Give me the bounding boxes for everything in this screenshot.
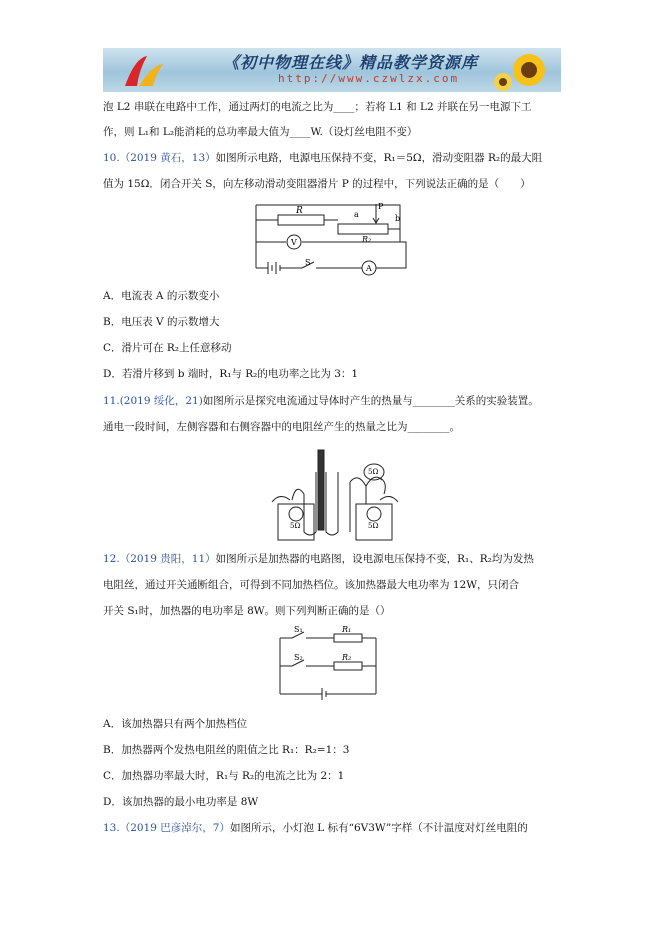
left-resistor-label: 5Ω xyxy=(290,522,301,530)
ammeter-label: A xyxy=(366,264,372,273)
header-banner xyxy=(103,48,561,92)
text-line: 通电一段时间，左侧容器和右侧容器中的电阻丝产生的热量之比为________。 xyxy=(103,421,460,433)
label-a: a xyxy=(354,210,359,219)
question-tag: 12.（2019 贵阳，11） xyxy=(103,553,216,565)
question-text: 如图所示电路，电源电压保持不变，R₁＝5Ω，滑动变阻器 R₂的最大阻 xyxy=(215,152,543,164)
resistor-r2-label: R₂ xyxy=(342,653,352,662)
heat-experiment-apparatus xyxy=(270,442,400,542)
question-11 xyxy=(103,394,539,408)
option-b: B．电压表 V 的示数增大 xyxy=(103,316,220,328)
question-tag: 13.（2019 巴彦淖尔，7） xyxy=(103,822,230,834)
banner-url: http://www.czwlzx.com xyxy=(278,72,460,85)
label-p: P xyxy=(378,202,384,211)
top-resistor-label: 5Ω xyxy=(368,468,379,476)
label-r2: R₂ xyxy=(362,235,372,244)
switch-label: S xyxy=(305,258,311,267)
circuit-diagram-q10 xyxy=(250,198,412,276)
option-a: A．该加热器只有两个加热档位 xyxy=(103,718,248,730)
question-tag: 11.(2019 绥化，21) xyxy=(103,395,203,407)
logo-icon xyxy=(121,52,167,90)
right-resistor-label: 5Ω xyxy=(368,522,379,530)
option-d: D．若滑片移到 b 端时，R₁与 R₂的电功率之比为 3：1 xyxy=(103,368,359,380)
question-tag: 10.（2019 黄石，13） xyxy=(103,152,216,164)
option-c: C．加热器功率最大时，R₁与 R₂的电流之比为 2：1 xyxy=(103,770,345,782)
circuit-diagram-q12 xyxy=(272,624,384,702)
text-line: 作，则 L₁和 L₂能消耗的总功率最大值为____W.（设灯丝电阻不变） xyxy=(103,126,418,138)
text-line: 泡 L2 串联在电路中工作，通过两灯的电流之比为____；若将 L1 和 L2 并联在另一电源下工 xyxy=(103,101,532,113)
resistor-r1-label: R₁ xyxy=(342,625,352,634)
option-a: A．电流表 A 的示数变小 xyxy=(103,290,220,302)
question-13 xyxy=(103,821,528,835)
text-line: 开关 S₁时，加热器的电功率是 8W。则下列判断正确的是（） xyxy=(103,605,391,617)
option-b: B．加热器两个发热电阻丝的阻值之比 R₁：R₂=1：3 xyxy=(103,744,350,756)
text-line: 电阻丝，通过开关通断组合，可得到不同加热档位。该加热器最大电功率为 12W，只闭合 xyxy=(103,579,519,591)
option-c: C．滑片可在 R₂上任意移动 xyxy=(103,342,232,354)
question-10 xyxy=(103,151,542,165)
voltmeter-label: V xyxy=(291,238,297,247)
question-text: 如图所示，小灯泡 L 标有“6V3W”字样（不计温度对灯丝电阻的 xyxy=(229,822,528,834)
question-12 xyxy=(103,552,534,566)
question-text: 如图所示是探究电流通过导体时产生的热量与________关系的实验装置。 xyxy=(202,395,539,407)
option-d: D．该加热器的最小电功率是 8W xyxy=(103,796,259,808)
sunflower-icon xyxy=(493,52,553,92)
question-text: 如图所示是加热器的电路图，设电源电压保持不变，R₁、R₂均为发热 xyxy=(215,553,534,565)
switch-s2-label: S₂ xyxy=(294,653,303,662)
label-b: b xyxy=(395,214,401,223)
banner-title: 《初中物理在线》精品教学资源库 xyxy=(223,53,479,72)
switch-s1-label: S₁ xyxy=(294,625,303,634)
text-line: 值为 15Ω．闭合开关 S，向左移动滑动变阻器滑片 P 的过程中，下列说法正确的是（ ） xyxy=(103,178,531,190)
label-r: R xyxy=(296,206,303,216)
